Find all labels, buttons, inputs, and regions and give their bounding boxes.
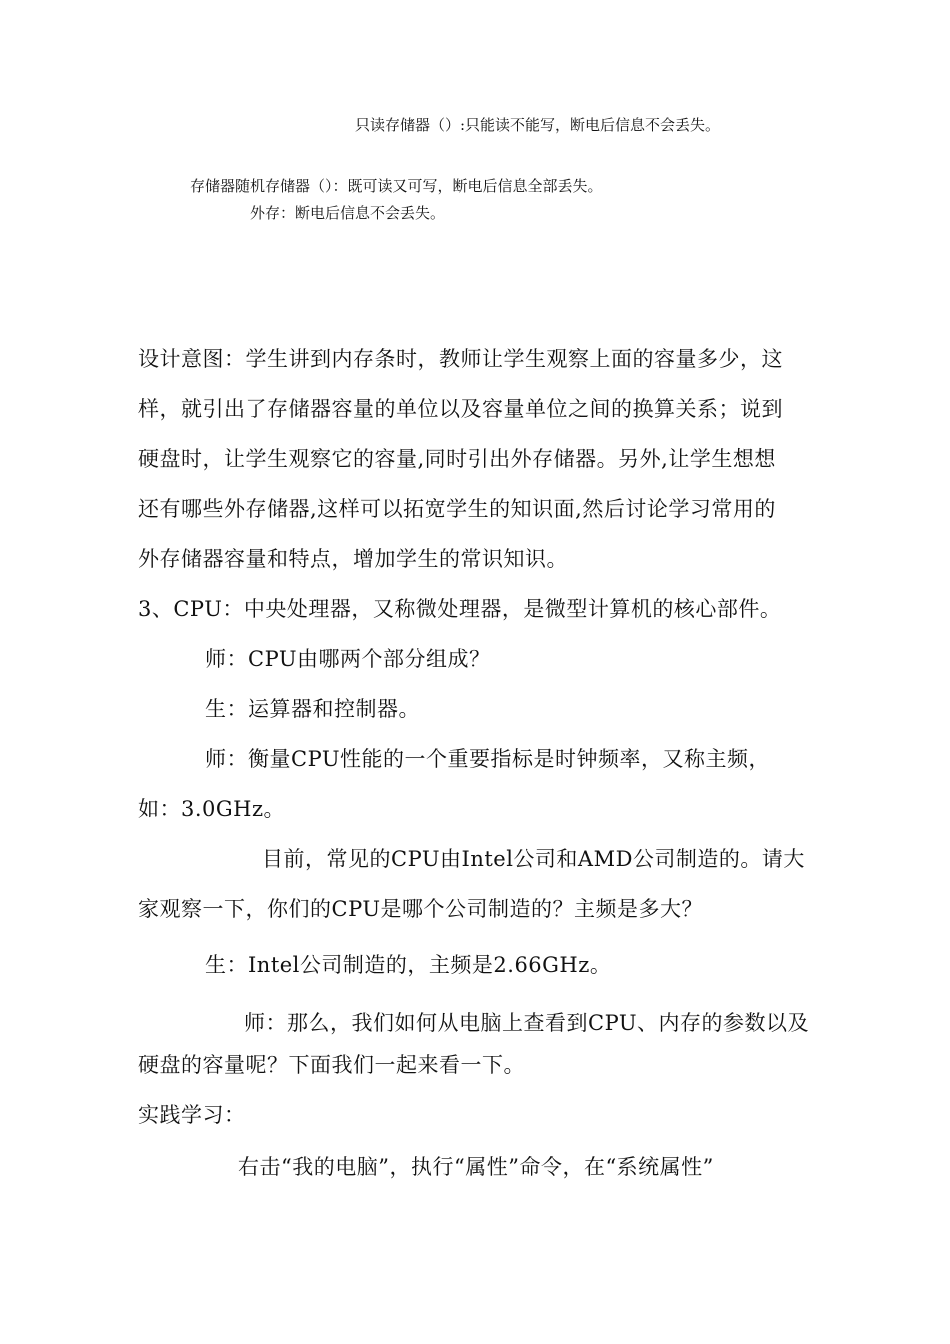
design-intent-line-1: 设计意图：学生讲到内存条时，教师让学生观察上面的容量多少，这 (138, 347, 783, 371)
teacher-statement-3-line-1: 师：那么，我们如何从电脑上查看到CPU、内存的参数以及 (244, 1011, 810, 1035)
design-intent-line-5: 外存储器容量和特点，增加学生的常识知识。 (138, 547, 568, 571)
practice-heading: 实践学习： (138, 1103, 246, 1127)
teacher-question-1: 师：CPU由哪两个部分组成？ (205, 647, 491, 671)
external-storage-note: 外存：断电后信息不会丢失。 (250, 204, 446, 222)
teacher-statement-2-line-1: 目前，常见的CPU由Intel公司和AMD公司制造的。请大 (262, 847, 805, 871)
teacher-statement-2-line-2: 家观察一下，你们的CPU是哪个公司制造的？主频是多大？ (138, 897, 704, 921)
rom-note: 只读存储器（）:只能读不能写，断电后信息不会丢失。 (355, 116, 721, 134)
teacher-statement-1-line-1: 师：衡量CPU性能的一个重要指标是时钟频率，又称主频， (205, 747, 771, 771)
cpu-heading: 3、CPU：中央处理器，又称微处理器，是微型计算机的核心部件。 (138, 597, 782, 621)
practice-instruction-line-1: 右击“我的电脑”，执行“属性”命令，在“系统属性” (238, 1155, 714, 1179)
teacher-statement-3-line-2: 硬盘的容量呢？下面我们一起来看一下。 (138, 1053, 525, 1077)
design-intent-line-4: 还有哪些外存储器,这样可以拓宽学生的知识面,然后讨论学习常用的 (138, 497, 776, 521)
ram-note: 存储器随机存储器（）：既可读又可写，断电后信息全部丢失。 (190, 177, 603, 195)
student-answer-1: 生：运算器和控制器。 (205, 697, 420, 721)
design-intent-line-3: 硬盘时，让学生观察它的容量,同时引出外存储器。另外,让学生想想 (138, 447, 776, 471)
design-intent-line-2: 样，就引出了存储器容量的单位以及容量单位之间的换算关系；说到 (138, 397, 783, 421)
teacher-statement-1-line-2: 如：3.0GHz。 (138, 797, 286, 821)
student-answer-2: 生：Intel公司制造的，主频是2.66GHz。 (205, 953, 612, 977)
